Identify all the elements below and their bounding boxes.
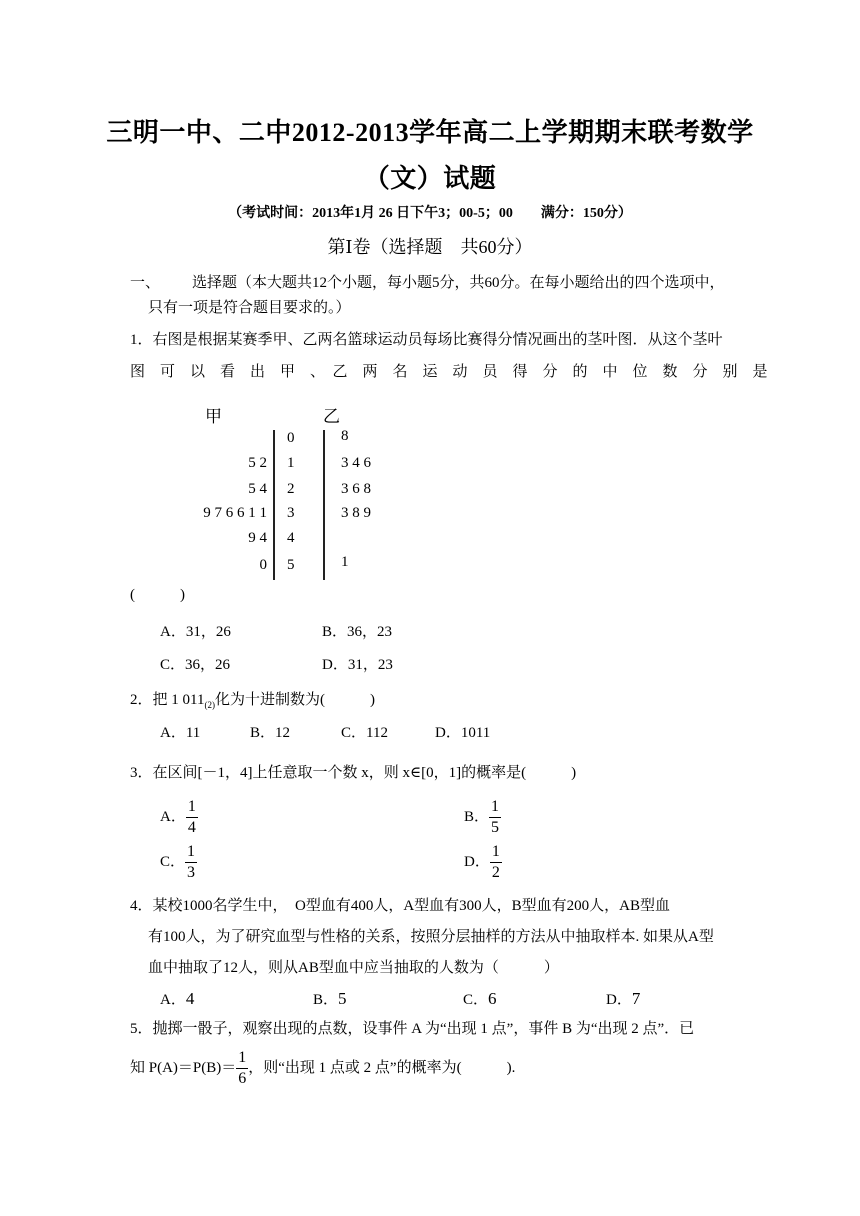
q2-option-d: D．1011 [435, 725, 491, 741]
stem-leaf-header-right: 乙 [323, 407, 340, 426]
stem-value: 2 [287, 481, 295, 497]
fraction-numerator: 1 [489, 797, 501, 818]
fraction-denominator: 5 [491, 819, 500, 836]
part-instructions-line2: 只有一项是符合题目要求的。） [148, 300, 351, 316]
q4-option-d-value: 7 [631, 989, 641, 1008]
q4-option-c [463, 989, 497, 1010]
q2-text-post: 化为十进制数为( ) [214, 692, 375, 708]
fraction-denominator: 3 [187, 864, 196, 881]
stem-divider-left [273, 430, 275, 580]
q4-option-d [606, 989, 640, 1010]
part-number: 一、 [130, 275, 161, 291]
q3-option-b-fraction [489, 797, 501, 838]
q2-base-subscript: (2) [204, 700, 215, 710]
q1-answer-paren: ( ) [130, 587, 185, 603]
q1-option-a: A．31，26 [160, 624, 231, 640]
q5-text-pre: 知 P(A)＝P(B)＝ [130, 1059, 237, 1076]
q2-option-b: B．12 [250, 725, 291, 741]
stem-leaf-right: 1 [341, 554, 349, 570]
q5-text-line1: 5．抛掷一骰子，观察出现的点数，设事件 A 为“出现 1 点”，事件 B 为“出现 2 点”．已 [130, 1021, 695, 1037]
q1-option-b: B．36，23 [322, 624, 393, 640]
q3-option-d-fraction [490, 842, 502, 883]
fraction-numerator: 1 [186, 797, 198, 818]
section-title: 第Ⅰ卷（选择题 共60分） [327, 237, 533, 257]
stem-leaf-right: 3 4 6 [341, 455, 371, 471]
stem-leaf-left: 5 2 [248, 455, 267, 471]
q4-option-a [160, 989, 194, 1010]
q4-text-line2: 有100人，为了研究血型与性格的关系，按照分层抽样的方法从中抽取样本. 如果从A型 [148, 929, 714, 945]
q4-text-line1: 4．某校1000名学生中， O型血有400人，A型血有300人，B型血有200人，AB型血 [130, 898, 671, 914]
part-instructions-line1: 选择题（本大题共12个小题，每小题5分，共60分。在每小题给出的四个选项中， [192, 275, 725, 291]
q3-option-d-label: D． [464, 853, 490, 870]
fraction-denominator: 4 [187, 819, 196, 836]
q3-option-c-label: C． [160, 853, 186, 870]
q4-option-a-label: A． [160, 992, 186, 1008]
q5-fraction [236, 1048, 248, 1089]
doc-title-line1: 三明一中、二中2012-2013学年高二上学期期末联考数学 [106, 118, 754, 147]
q2-option-a: A．11 [160, 725, 201, 741]
q3-option-d [464, 842, 502, 883]
q2-option-c: C．112 [341, 725, 388, 741]
q4-option-d-label: D． [606, 992, 632, 1008]
q1-option-c: C．36，26 [160, 657, 231, 673]
stem-value: 0 [287, 430, 295, 446]
q4-option-c-label: C． [463, 992, 489, 1008]
stem-divider-right [323, 430, 325, 580]
stem-value: 1 [287, 455, 295, 471]
stem-leaf-plot [195, 400, 405, 585]
q3-option-c-fraction [185, 842, 197, 883]
stem-leaf-header-left: 甲 [205, 407, 222, 426]
stem-leaf-right: 3 6 8 [341, 481, 371, 497]
stem-leaf-left: 5 4 [248, 481, 267, 497]
q2-text [130, 690, 375, 715]
q1-option-d: D．31，23 [322, 657, 393, 673]
q3-option-b [464, 797, 501, 838]
q3-option-c [160, 842, 197, 883]
stem-leaf-right: 3 8 9 [341, 505, 371, 521]
q5-text-post: ，则“出现 1 点或 2 点”的概率为( ). [248, 1059, 516, 1076]
fraction-numerator: 1 [490, 842, 502, 863]
q4-text-line3: 血中抽取了12人，则从AB型血中应当抽取的人数为（ ） [148, 960, 559, 976]
stem-value: 4 [287, 530, 295, 546]
stem-value: 3 [287, 505, 295, 521]
stem-leaf-left: 9 4 [248, 530, 267, 546]
stem-leaf-left: 0 [259, 557, 267, 573]
exam-info: （考试时间：2013年1月 26 日下午3；00-5；00 满分：150分） [228, 206, 632, 221]
fraction-numerator: 1 [185, 842, 197, 863]
q3-option-a-label: A． [160, 808, 186, 825]
q4-option-b-value: 5 [338, 989, 347, 1008]
stem-leaf-left: 9 7 6 6 1 1 [203, 505, 267, 521]
stem-value: 5 [287, 557, 295, 573]
fraction-denominator: 2 [491, 864, 500, 881]
q3-option-a [160, 797, 198, 838]
q4-option-c-value: 6 [488, 989, 497, 1008]
fraction-denominator: 6 [238, 1070, 247, 1087]
doc-title-line2: （文）试题 [363, 164, 497, 193]
q3-option-a-fraction [186, 797, 198, 838]
q2-text-pre: 2．把 1 011 [130, 692, 205, 708]
q4-option-a-value: 4 [185, 989, 195, 1008]
q3-option-b-label: B． [464, 808, 490, 825]
q1-text-line2: 图 可 以 看 出 甲 、 乙 两 名 运 动 员 得 分 的 中 位 数 分 别 是 [130, 364, 768, 380]
q3-text: 3．在区间[－1，4]上任意取一个数 x，则 x∈[0，1]的概率是( ) [130, 765, 577, 781]
q5-text-line2 [130, 1048, 515, 1089]
q4-option-b-label: B． [313, 992, 339, 1008]
fraction-numerator: 1 [236, 1048, 248, 1069]
stem-leaf-right: 8 [341, 428, 349, 444]
q1-text-line1: 1．右图是根据某赛季甲、乙两名篮球运动员每场比赛得分情况画出的茎叶图．从这个茎叶 [130, 332, 723, 348]
q4-option-b [313, 989, 347, 1010]
